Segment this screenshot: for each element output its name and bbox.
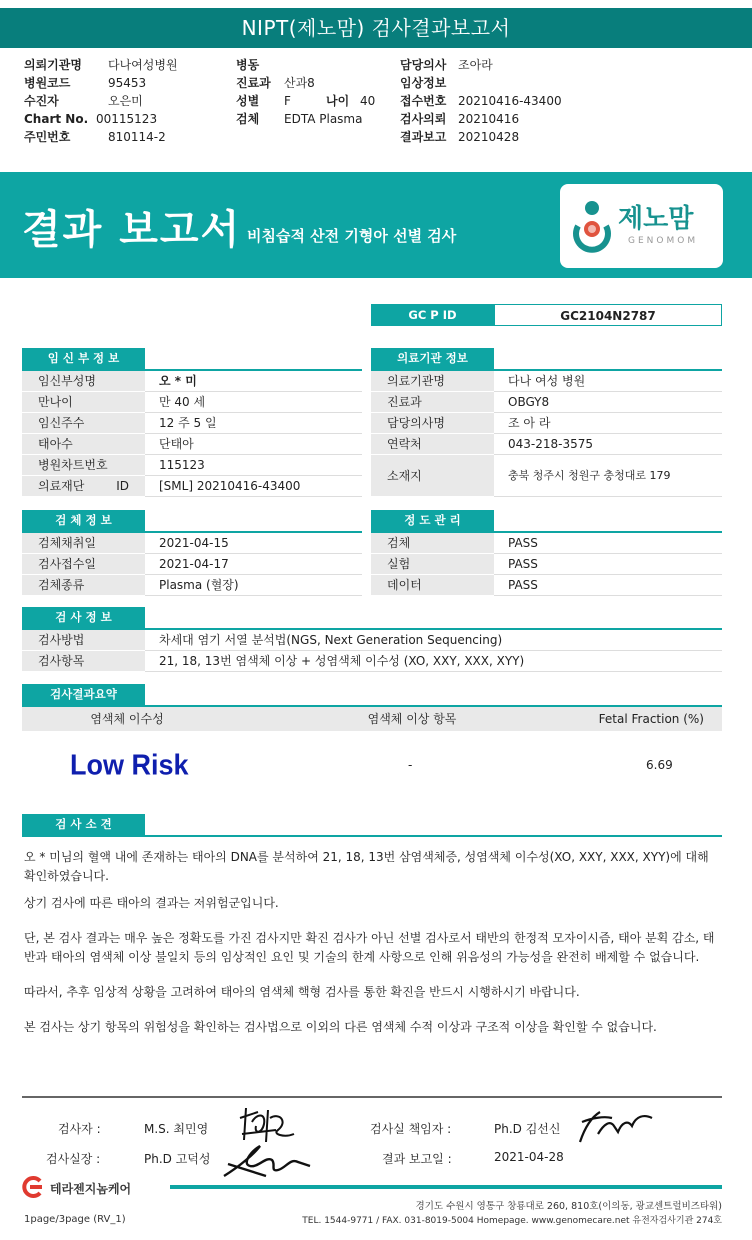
header-key: 주민번호 xyxy=(24,130,71,144)
row-label: 진료과 xyxy=(371,392,494,413)
institution-info-section xyxy=(371,348,722,497)
header-key: 임상정보 xyxy=(400,76,447,90)
section-header: 의료기관 정보 xyxy=(371,348,494,369)
row-value: PASS xyxy=(494,575,722,596)
findings-section xyxy=(22,814,722,837)
header-row xyxy=(236,92,375,110)
table-row xyxy=(22,554,362,575)
header-key: 검체 xyxy=(236,112,260,126)
row-value: 차세대 염기 서열 분석법(NGS, Next Generation Sequencing) xyxy=(145,630,722,651)
abnormal-items-value: - xyxy=(408,758,413,772)
header-key: 의뢰기관명 xyxy=(24,58,82,72)
row-label: 소재지 xyxy=(371,455,494,497)
header-row xyxy=(400,74,562,92)
row-value: 21, 18, 13번 염색체 이상 + 성염색체 이수성 (XO, XXY, XXX, XYY) xyxy=(145,651,722,672)
row-label: 연락처 xyxy=(371,434,494,455)
row-value: 12 주 5 일 xyxy=(145,413,362,434)
row-value: 다나 여성 병원 xyxy=(494,371,722,392)
header-key: 검사의뢰 xyxy=(400,112,447,126)
header-key: 진료과 xyxy=(236,76,271,90)
banner-title: 결과 보고서 xyxy=(22,207,242,253)
row-value: 115123 xyxy=(145,455,362,476)
column-header: 염색체 이상 항목 xyxy=(367,712,457,726)
column-header: 염색체 이수성 xyxy=(90,712,164,726)
signature-divider xyxy=(22,1096,722,1098)
row-label: 검사접수일 xyxy=(22,554,145,575)
header-value: 20210416-43400 xyxy=(458,94,562,108)
table-row xyxy=(371,371,722,392)
gcpid-value: GC2104N2787 xyxy=(494,304,722,326)
findings-text xyxy=(24,848,722,1037)
header-key: 병동 xyxy=(236,58,260,72)
header-row xyxy=(400,110,562,128)
header-key: 수진자 xyxy=(24,94,59,108)
report-date-label: 결과 보고일 : xyxy=(382,1152,452,1166)
lab-director-signature xyxy=(220,1136,316,1182)
report-top-title: NIPT(제노맘) 검사결과보고서 xyxy=(0,8,752,48)
section-header: 검사결과요약 xyxy=(22,684,145,705)
section-header: 검 사 소 견 xyxy=(22,814,145,835)
finding-paragraph: 본 검사는 상기 항목의 위험성을 확인하는 검사법으로 이외의 다른 염색체 수적 이상과 구조적 이상을 확인할 수 없습니다. xyxy=(24,1020,657,1034)
row-label: 병원차트번호 xyxy=(22,455,145,476)
row-value: 043-218-3575 xyxy=(494,434,722,455)
header-row xyxy=(400,56,562,74)
header-key: 담당의사 xyxy=(400,58,447,72)
row-label: 실험 xyxy=(371,554,494,575)
header-value: 오은미 xyxy=(108,94,143,108)
table-row xyxy=(371,575,722,596)
table-row xyxy=(22,575,362,596)
header-value: F xyxy=(284,94,291,108)
row-label: 만나이 xyxy=(22,392,145,413)
table-row xyxy=(22,392,362,413)
header-key: 접수번호 xyxy=(400,94,447,108)
company-name: 테라젠지놈케어 xyxy=(50,1182,132,1196)
header-row xyxy=(24,74,178,92)
age-value: 40 xyxy=(360,94,376,108)
row-label: 검체 xyxy=(371,533,494,554)
specimen-info-section xyxy=(22,510,362,596)
header-key: 성별 xyxy=(236,94,260,108)
table-row xyxy=(22,434,362,455)
quality-control-section xyxy=(371,510,722,596)
row-label: 검체채취일 xyxy=(22,533,145,554)
table-row xyxy=(371,434,722,455)
pregnant-info-section xyxy=(22,348,362,497)
header-value: 산과8 xyxy=(284,76,315,90)
table-row xyxy=(22,651,722,672)
row-value: 2021-04-17 xyxy=(145,554,362,575)
row-label: 태아수 xyxy=(22,434,145,455)
row-label: 임신주수 xyxy=(22,413,145,434)
header-value: 조아라 xyxy=(458,58,493,72)
finding-paragraph: 따라서, 추후 임상적 상황을 고려하여 태아의 염색체 핵형 검사를 통한 확진을 반드시 시행하시기 바랍니다. xyxy=(24,985,580,999)
logo-text: 제노맘 xyxy=(618,204,694,234)
result-summary-section xyxy=(22,684,722,731)
row-value: PASS xyxy=(494,554,722,575)
genomom-logo-icon xyxy=(572,196,612,254)
company-address: 경기도 수원시 영통구 창룡대로 260, 810호(이의동, 광교센트럴비즈타워) xyxy=(415,1201,722,1212)
header-row xyxy=(400,128,562,146)
header-value: 20210416 xyxy=(458,112,520,126)
section-header: 정 도 관 리 xyxy=(371,510,494,531)
row-value: 조 아 라 xyxy=(494,413,722,434)
header-value: 00115123 xyxy=(96,112,158,126)
header-value: EDTA Plasma xyxy=(284,112,363,126)
header-row xyxy=(24,110,178,128)
fetal-fraction-value: 6.69 xyxy=(646,758,673,772)
header-col3 xyxy=(400,56,562,146)
lab-director-name: Ph.D 고덕성 xyxy=(144,1152,211,1166)
lab-manager-label: 검사실 책임자 : xyxy=(370,1122,452,1136)
table-row xyxy=(22,371,362,392)
summary-header-row xyxy=(22,707,722,731)
row-value: 2021-04-15 xyxy=(145,533,362,554)
header-value: 20210428 xyxy=(458,130,520,144)
finding-paragraph: 상기 검사에 따른 태아의 결과는 저위험군입니다. xyxy=(24,896,279,910)
table-row xyxy=(22,476,362,497)
row-value: 오 * 미 xyxy=(145,371,362,392)
tester-label: 검사자 : xyxy=(58,1122,101,1136)
row-value: 단태아 xyxy=(145,434,362,455)
test-info-section xyxy=(22,607,722,672)
section-divider xyxy=(22,835,722,837)
row-value: 만 40 세 xyxy=(145,392,362,413)
lab-director-label: 검사실장 : xyxy=(46,1152,101,1166)
age-label: 나이 xyxy=(326,94,350,108)
header-row xyxy=(24,92,178,110)
row-value: PASS xyxy=(494,533,722,554)
header-key: 결과보고 xyxy=(400,130,447,144)
company-contact: TEL. 1544-9771 / FAX. 031-8019-5004 Homepage. www.genomecare.net 유전자검사기관 274호 xyxy=(302,1216,722,1226)
footer-accent-line xyxy=(170,1185,722,1189)
table-row xyxy=(22,413,362,434)
gcpid-label: GC P ID xyxy=(371,304,494,326)
table-row xyxy=(371,413,722,434)
header-value: 다나여성병원 xyxy=(108,58,178,72)
report-date-value: 2021-04-28 xyxy=(494,1150,564,1164)
header-key: 병원코드 xyxy=(24,76,71,90)
lab-manager-signature xyxy=(574,1104,656,1146)
finding-paragraph: 오 * 미님의 혈액 내에 존재하는 태아의 DNA를 분석하여 21, 18, 13번 삼염색체증, 성염색체 이수성(XO, XXY, XXX, XYY)에 대해 확인하였습니다. xyxy=(24,850,709,883)
header-value: 810114-2 xyxy=(108,130,166,144)
tester-name: M.S. 최민영 xyxy=(144,1122,209,1136)
row-value: [SML] 20210416-43400 xyxy=(145,476,362,497)
header-col1 xyxy=(24,56,178,146)
page-indicator: 1page/3page (RV_1) xyxy=(24,1214,126,1225)
risk-result: Low Risk xyxy=(70,749,189,781)
lab-manager-name: Ph.D 김선신 xyxy=(494,1122,561,1136)
header-value: 95453 xyxy=(108,76,147,90)
theragen-logo-icon xyxy=(18,1176,48,1198)
table-row xyxy=(371,533,722,554)
table-row xyxy=(22,533,362,554)
banner-subtitle: 비침습적 산전 기형아 선별 검사 xyxy=(247,227,457,245)
header-row xyxy=(236,56,375,74)
header-row xyxy=(236,110,375,128)
header-row xyxy=(236,74,375,92)
row-label: 검사항목 xyxy=(22,651,145,672)
table-row xyxy=(371,554,722,575)
row-label: 의료재단 ID xyxy=(22,476,145,497)
row-label: 담당의사명 xyxy=(371,413,494,434)
section-header: 검 체 정 보 xyxy=(22,510,145,531)
table-row xyxy=(371,392,722,413)
header-col2 xyxy=(236,56,375,128)
row-label: 데이터 xyxy=(371,575,494,596)
header-row xyxy=(24,128,178,146)
section-header: 검 사 정 보 xyxy=(22,607,145,628)
table-row xyxy=(22,455,362,476)
row-value: OBGY8 xyxy=(494,392,722,413)
logo-subtext: GENOMOM xyxy=(628,236,699,246)
row-label: 검사방법 xyxy=(22,630,145,651)
header-key: Chart No. xyxy=(24,112,89,126)
row-label: 임신부성명 xyxy=(22,371,145,392)
table-row xyxy=(371,455,722,497)
row-label: 검체종류 xyxy=(22,575,145,596)
table-row xyxy=(22,630,722,651)
column-header: Fetal Fraction (%) xyxy=(598,712,704,726)
header-row xyxy=(24,56,178,74)
header-row xyxy=(400,92,562,110)
row-value: Plasma (혈장) xyxy=(145,575,362,596)
section-header: 임 신 부 정 보 xyxy=(22,348,145,369)
finding-paragraph: 단, 본 검사 결과는 매우 높은 정확도를 가진 검사지만 확진 검사가 아닌 선별 검사로서 태반의 한정적 모자이시즘, 태아 분획 감소, 태반과 태아의 염색체 이상 불일치 등의 임상적인 요인 및 기술의 한계 사항으로 인해 위음성의 가능성을 완전히 배제할 수 없습니다. xyxy=(24,931,715,964)
row-label: 의료기관명 xyxy=(371,371,494,392)
row-value: 충북 청주시 청원구 충청대로 179 xyxy=(494,455,722,497)
